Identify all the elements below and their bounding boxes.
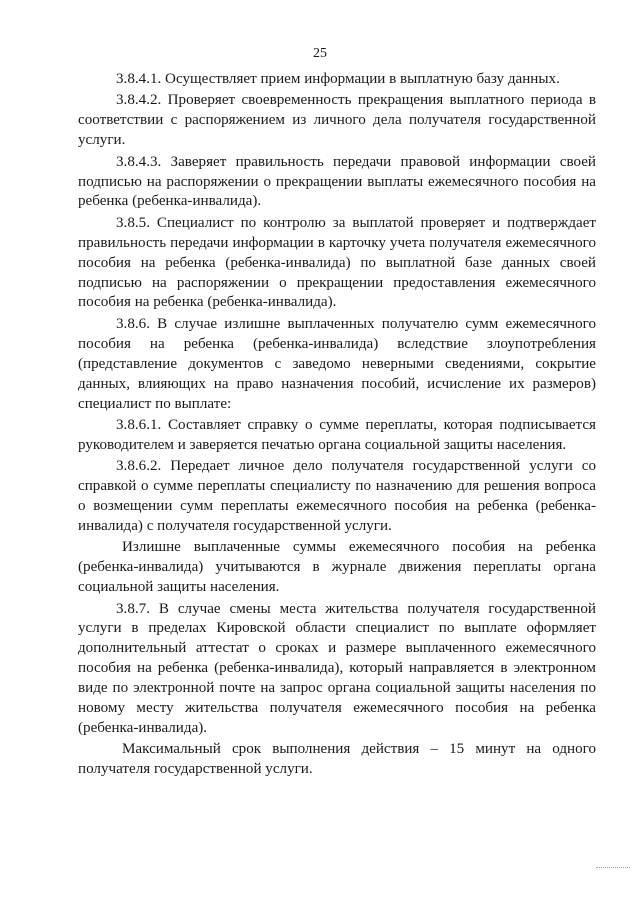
paragraph-3-8-6-1: 3.8.6.1. Составляет справку о сумме переплаты, которая подписывается руководителем и заверяется печатью органа социальной защиты населения.: [78, 416, 596, 453]
paragraph-max-duration: Максимальный срок выполнения действия – 15 минут на одного получателя государственной услуги.: [78, 741, 596, 778]
paragraph-3-8-6: 3.8.6. В случае излишне выплаченных получателю сумм ежемесячного пособия на ребенка (ребенка-инвалида) вследствие злоупотребления (представление документов с заведомо неверными сведениями, сокрытие данных, влияющих на право назначения пособий, исчисление их размеров) специалист по выплате:: [78, 315, 596, 412]
scan-artifact: [596, 867, 630, 871]
paragraph-3-8-4-1: 3.8.4.1. Осуществляет прием информации в выплатную базу данных.: [116, 71, 560, 87]
page-number: 25: [313, 46, 327, 61]
document-body: [78, 70, 596, 782]
paragraph-3-8-4-2: 3.8.4.2. Проверяет своевременность прекращения выплатного периода в соответствии с распоряжением из личного дела получателя государственной услуги.: [78, 92, 596, 149]
paragraph-3-8-7: 3.8.7. В случае смены места жительства получателя государственной услуги в пределах Кировской области специалист по выплате оформляет дополнительный аттестат о сроках и размере выплаченного ежемесячного пособия на ребенка (ребенка-инвалида), который направляется в электронном виде по электронной почте на запрос органа социальной защиты населения по новому месту жительства получателя ежемесячного пособия на ребенка (ребенка-инвалида).: [78, 600, 596, 736]
paragraph-3-8-5: 3.8.5. Специалист по контролю за выплатой проверяет и подтверждает правильность передачи информации в карточку учета получателя ежемесячного пособия на ребенка (ребенка-инвалида) по выплатной базе данных своей подписью на распоряжении о прекращении предоставления ежемесячного пособия на ребенка (ребенка-инвалида).: [78, 214, 596, 311]
paragraph-overpayment-accounting: Излишне выплаченные суммы ежемесячного пособия на ребенка (ребенка-инвалида) учитываются в журнале движения переплаты органа социальной защиты населения.: [78, 539, 596, 596]
paragraph-3-8-4-3: 3.8.4.3. Заверяет правильность передачи правовой информации своей подписью на распоряжении о прекращении выплаты ежемесячного пособия на ребенка (ребенка-инвалида).: [78, 153, 596, 210]
paragraph-3-8-6-2: 3.8.6.2. Передает личное дело получателя государственной услуги со справкой о сумме переплаты специалисту по назначению для решения вопроса о возмещении сумм переплаты ежемесячного пособия на ребенка (ребенка-инвалида) с получателя государственной услуги.: [78, 458, 596, 534]
